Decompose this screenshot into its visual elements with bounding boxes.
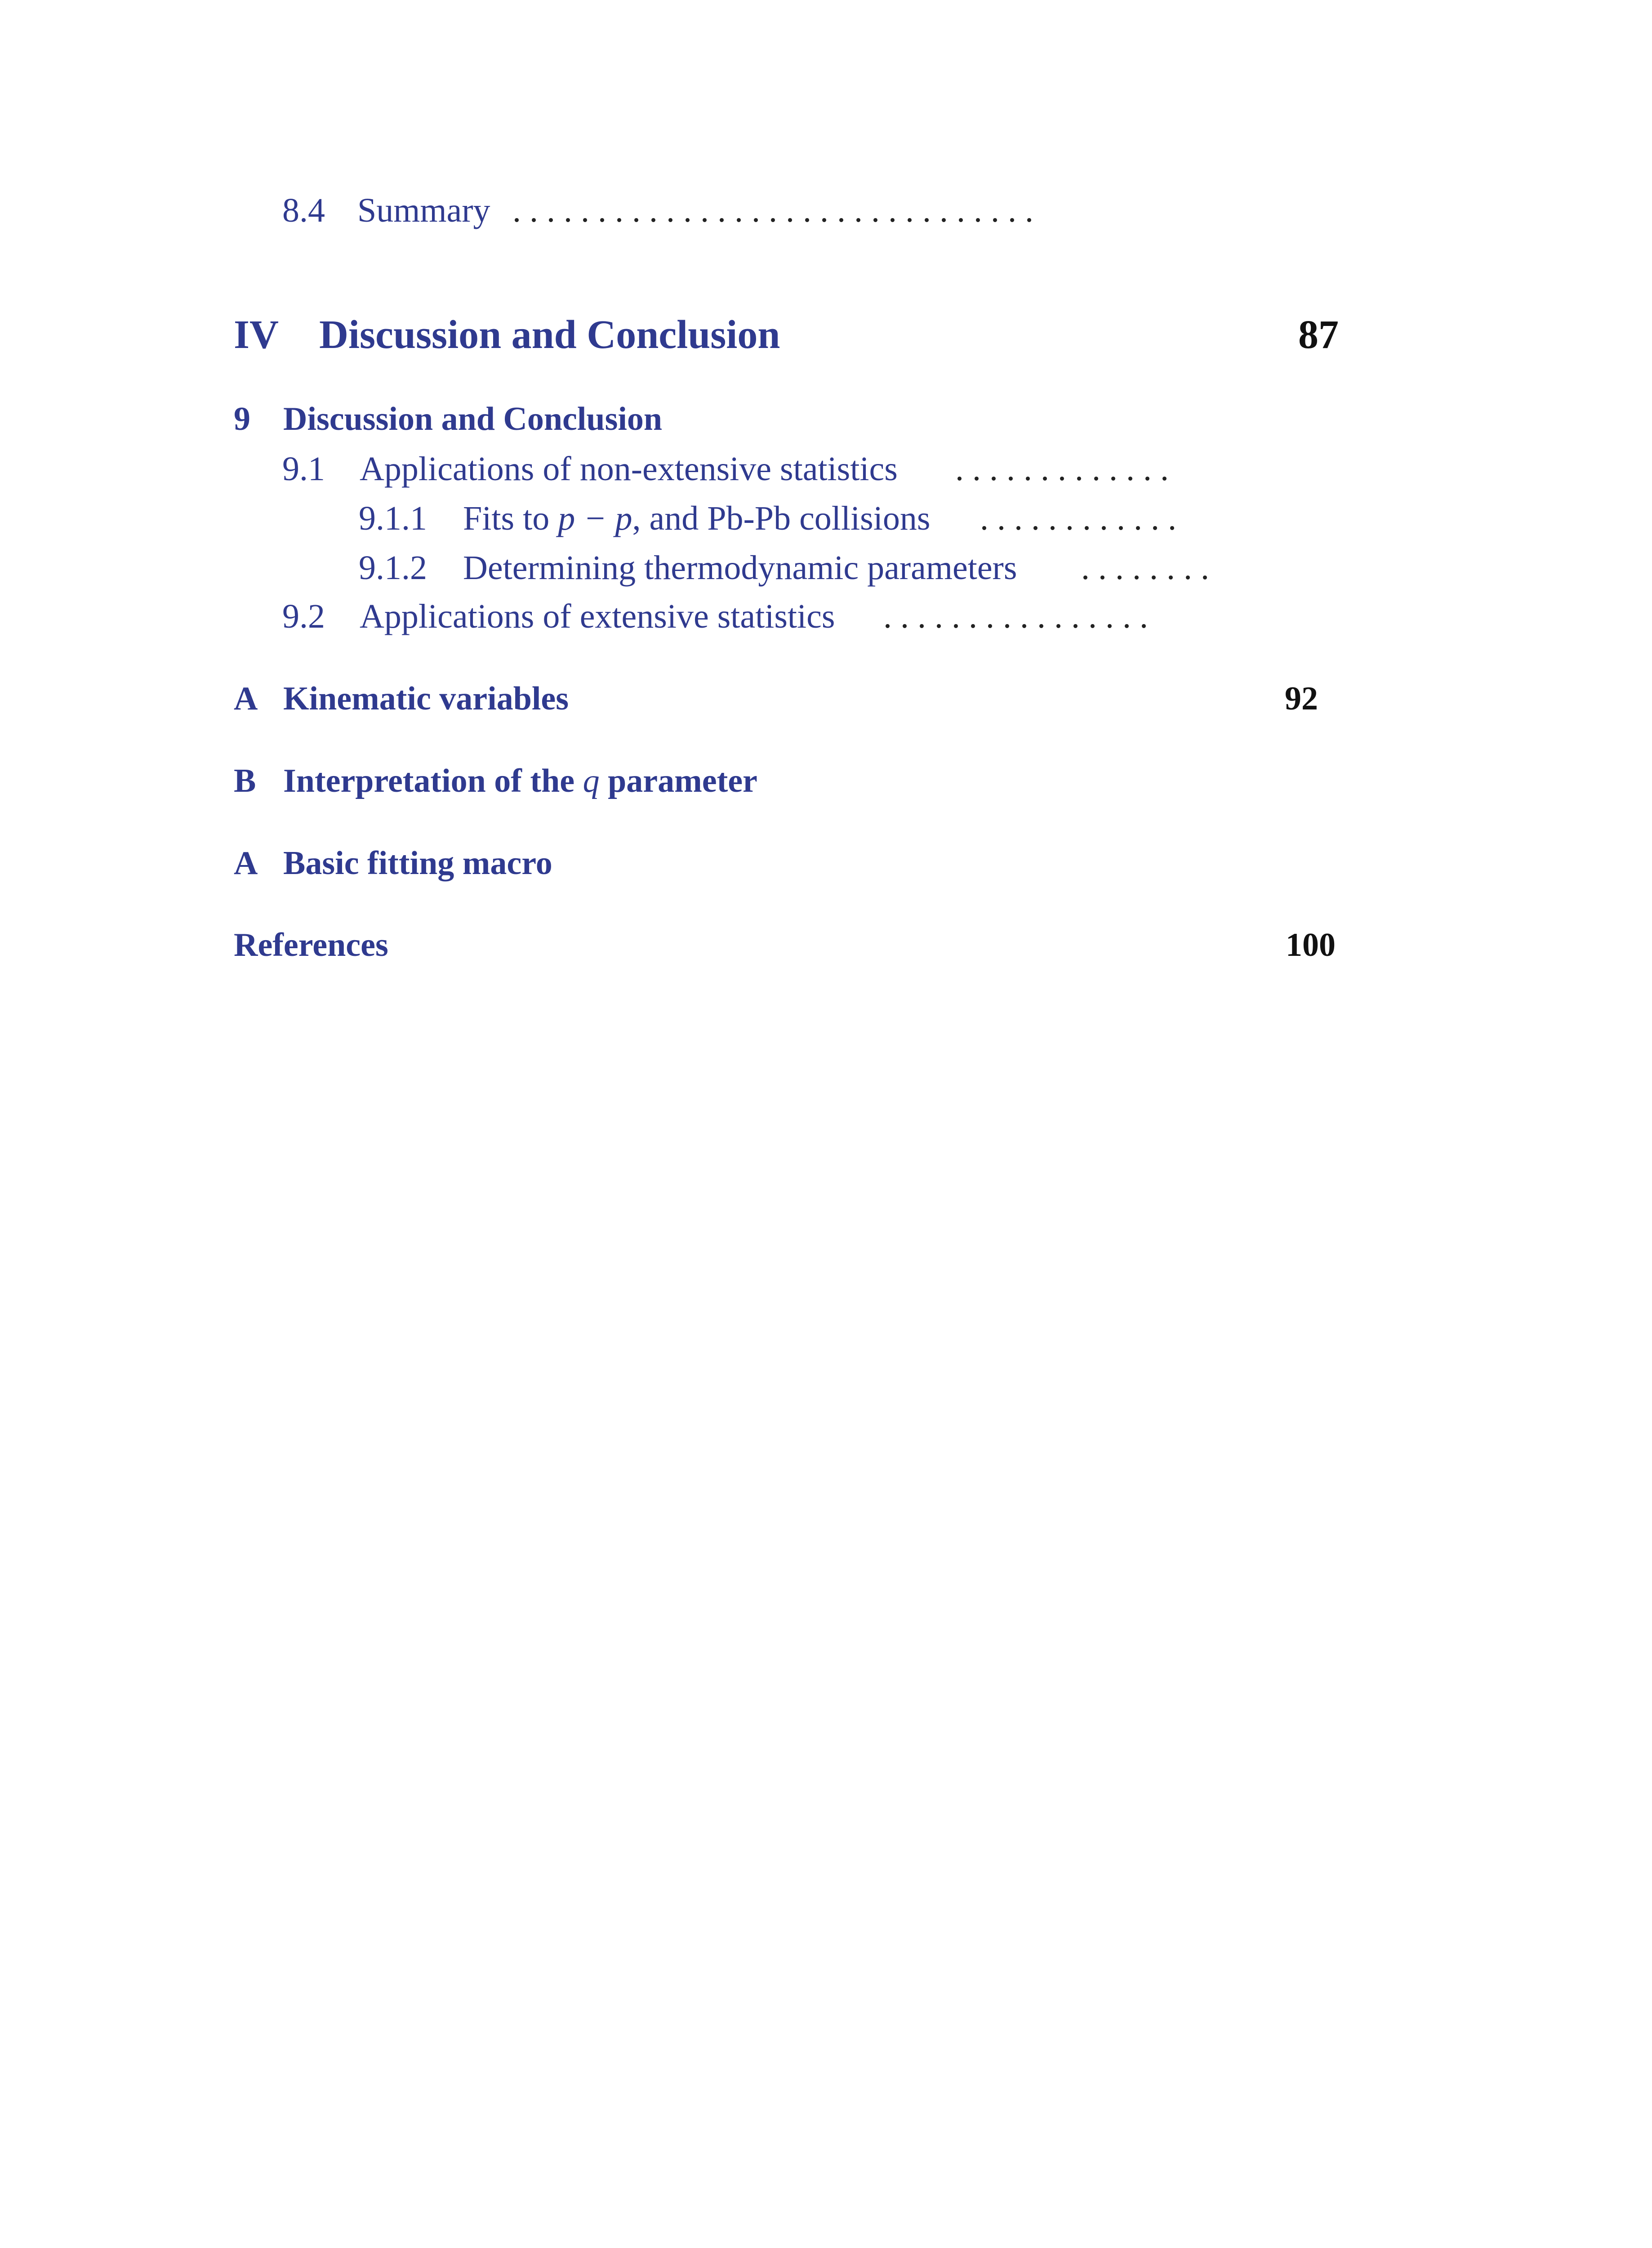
section-number: 9.2	[282, 598, 325, 635]
section-title: Applications of non-extensive statistics	[360, 450, 898, 488]
page-number: 92	[1285, 680, 1318, 717]
section-title: Applications of extensive statistics	[360, 598, 835, 635]
subsection-title	[463, 499, 930, 538]
appendix-title	[283, 762, 757, 800]
section-title: Summary	[357, 192, 490, 229]
part-number: IV	[234, 312, 279, 357]
chapter-number: 9	[234, 401, 250, 437]
chapter-title: Discussion and Conclusion	[283, 401, 663, 437]
page-number: 100	[1286, 927, 1336, 963]
leader-dots: . . . . . . . . . . . .	[980, 500, 1176, 537]
math-expression: q	[583, 763, 600, 799]
leader-dots: . . . . . . . . . . . . . . . .	[883, 598, 1148, 635]
section-number: 8.4	[282, 192, 325, 229]
page-number: 87	[1298, 312, 1339, 357]
part-title: Discussion and Conclusion	[319, 312, 780, 357]
appendix-letter: A	[234, 845, 258, 882]
appendix-letter: A	[234, 680, 258, 717]
appendix-letter: B	[234, 763, 256, 799]
subsection-number: 9.1.1	[359, 500, 427, 537]
leader-dots: . . . . . . . .	[1081, 549, 1209, 587]
appendix-title: Kinematic variables	[283, 680, 569, 717]
title-text: , and Pb-Pb collisions	[632, 500, 931, 537]
math-expression: p − p	[558, 500, 632, 537]
title-text: Fits to	[463, 500, 558, 537]
title-text: Interpretation of the	[283, 763, 583, 799]
leader-dots: . . . . . . . . . . . . .	[955, 450, 1169, 488]
leader-dots: . . . . . . . . . . . . . . . . . . . . . . . . . . . . . . .	[512, 192, 1033, 229]
appendix-title: Basic fitting macro	[283, 845, 552, 882]
title-text: parameter	[599, 763, 757, 799]
subsection-number: 9.1.2	[359, 549, 427, 587]
references-title: References	[234, 927, 388, 963]
subsection-title: Determining thermodynamic parameters	[463, 549, 1017, 587]
section-number: 9.1	[282, 450, 325, 488]
